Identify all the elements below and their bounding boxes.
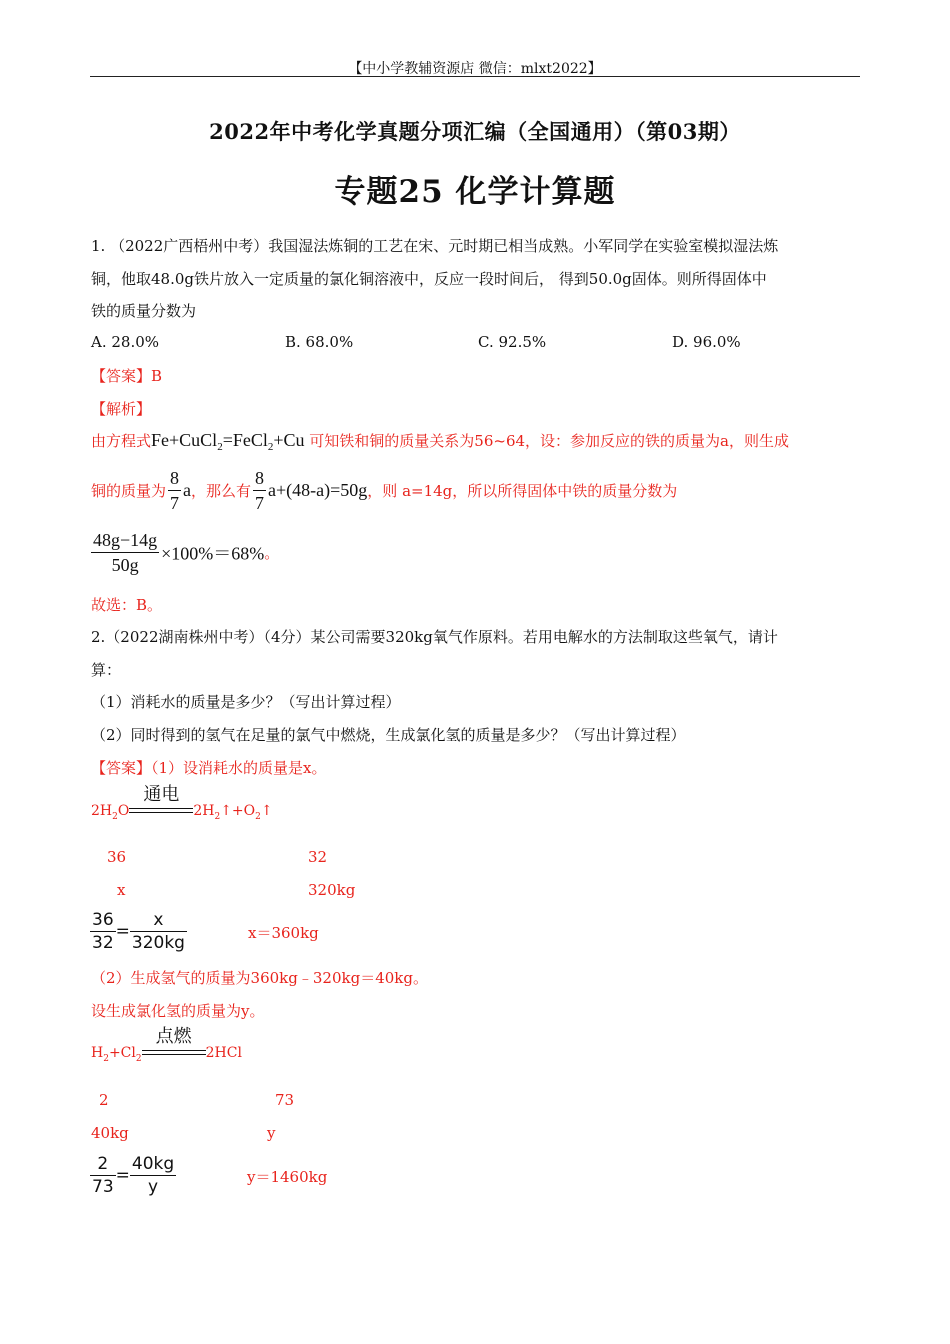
proportion-1: $\frac{36}{32}$ = $\frac{x}{320kg}$ <box>92 910 185 953</box>
explanation-prefix: 由方程式 <box>91 432 152 450</box>
mass-fraction: $\frac{48g-14g}{50g}$ <box>93 530 158 575</box>
q1-analysis-label: 【解析】 <box>91 400 152 418</box>
q1-option-c: C. 92.5% <box>478 333 547 351</box>
result-y: y＝1460kg <box>247 1168 328 1186</box>
q1-option-b: B. 68.0% <box>285 333 354 351</box>
q1-answer: 【答案】B <box>91 367 163 385</box>
page-header: 【中小学教辅资源店 微信：mlxt2022】 <box>348 61 602 77</box>
var-x: x <box>117 881 126 899</box>
q1-option-a: A. 28.0% <box>91 333 160 351</box>
var-y: y <box>267 1124 276 1142</box>
q2-line-1: 2.（2022湖南株州中考）（4分）某公司需要320kg氧气作原料。若用电解水的方法制取这些氧气，请计 <box>91 628 778 646</box>
document-title: 2022年中考化学真题分项汇编（全国通用）（第03期） <box>209 119 741 144</box>
proportion-2: $\frac{2}{73}$ = $\frac{40kg}{y}$ <box>92 1154 175 1197</box>
q1-explanation-3: $\frac{48g-14g}{50g}$ ×100%＝68%。 <box>93 530 280 575</box>
q2-line-2: 算： <box>91 661 122 679</box>
q2-sub-1: （1）消耗水的质量是多少？（写出计算过程） <box>91 693 401 711</box>
q1-line-2: 铜，他取48.0g铁片放入一定质量的氯化铜溶液中，反应一段时间后， 得到50.0g固体。则所得固体中 <box>91 270 767 288</box>
condition-arrow: 点燃 <box>142 1046 206 1060</box>
condition-arrow: 通电 <box>129 804 193 818</box>
reaction-combustion: $H_2+Cl_2$ 点燃 2HCl <box>91 1026 242 1064</box>
reaction-electrolysis: $2H_2O$ 通电 $2H_2↑+O_2↑$ <box>91 784 273 822</box>
q2-part-2a: （2）生成氢气的质量为360kg﹣320kg＝40kg。 <box>91 969 428 987</box>
mass-oxygen: 32 <box>308 848 328 866</box>
explanation-suffix: 可知铁和铜的质量关系为56~64，设：参加反应的铁的质量为a，则生成 <box>304 432 789 450</box>
q1-choice: 故选：B。 <box>91 596 163 614</box>
q1-explanation-2: 铜的质量为 $\frac{8}{7}$ a，那么有 $\frac{8}{7}$ a+(48-a)=50g，则 a=14g，所以所得固体中铁的质量分数为 <box>91 468 678 513</box>
given-hydrogen: 40kg <box>91 1124 129 1142</box>
q1-line-1: 1. （2022广西梧州中考）我国湿法炼铜的工艺在宋、元时期已相当成熟。小军同学在实验室模拟湿法炼 <box>91 237 779 255</box>
q1-option-d: D. 96.0% <box>672 333 741 351</box>
given-oxygen: 320kg <box>308 881 356 899</box>
reaction-equation: Fe+CuCl$_2$=FeCl$_2$+Cu <box>151 430 305 453</box>
fraction-8-7: $\frac{8}{7}$ <box>170 468 180 513</box>
fraction-8-7-b: $\frac{8}{7}$ <box>255 468 265 513</box>
q1-explanation-1 <box>91 430 789 451</box>
q1-line-3: 铁的质量分数为 <box>91 302 197 320</box>
mass-hydrogen: 2 <box>99 1091 109 1109</box>
mass-water: 36 <box>107 848 127 866</box>
q2-sub-2: （2）同时得到的氢气在足量的氯气中燃烧，生成氯化氢的质量是多少？（写出计算过程） <box>91 726 686 744</box>
q2-part-2b: 设生成氯化氢的质量为y。 <box>91 1002 265 1020</box>
mass-hcl: 73 <box>275 1091 295 1109</box>
q2-answer: 【答案】（1）设消耗水的质量是x。 <box>91 759 327 777</box>
topic-title: 专题25 化学计算题 <box>334 174 616 210</box>
header-rule <box>90 76 860 77</box>
result-x: x＝360kg <box>248 924 319 942</box>
